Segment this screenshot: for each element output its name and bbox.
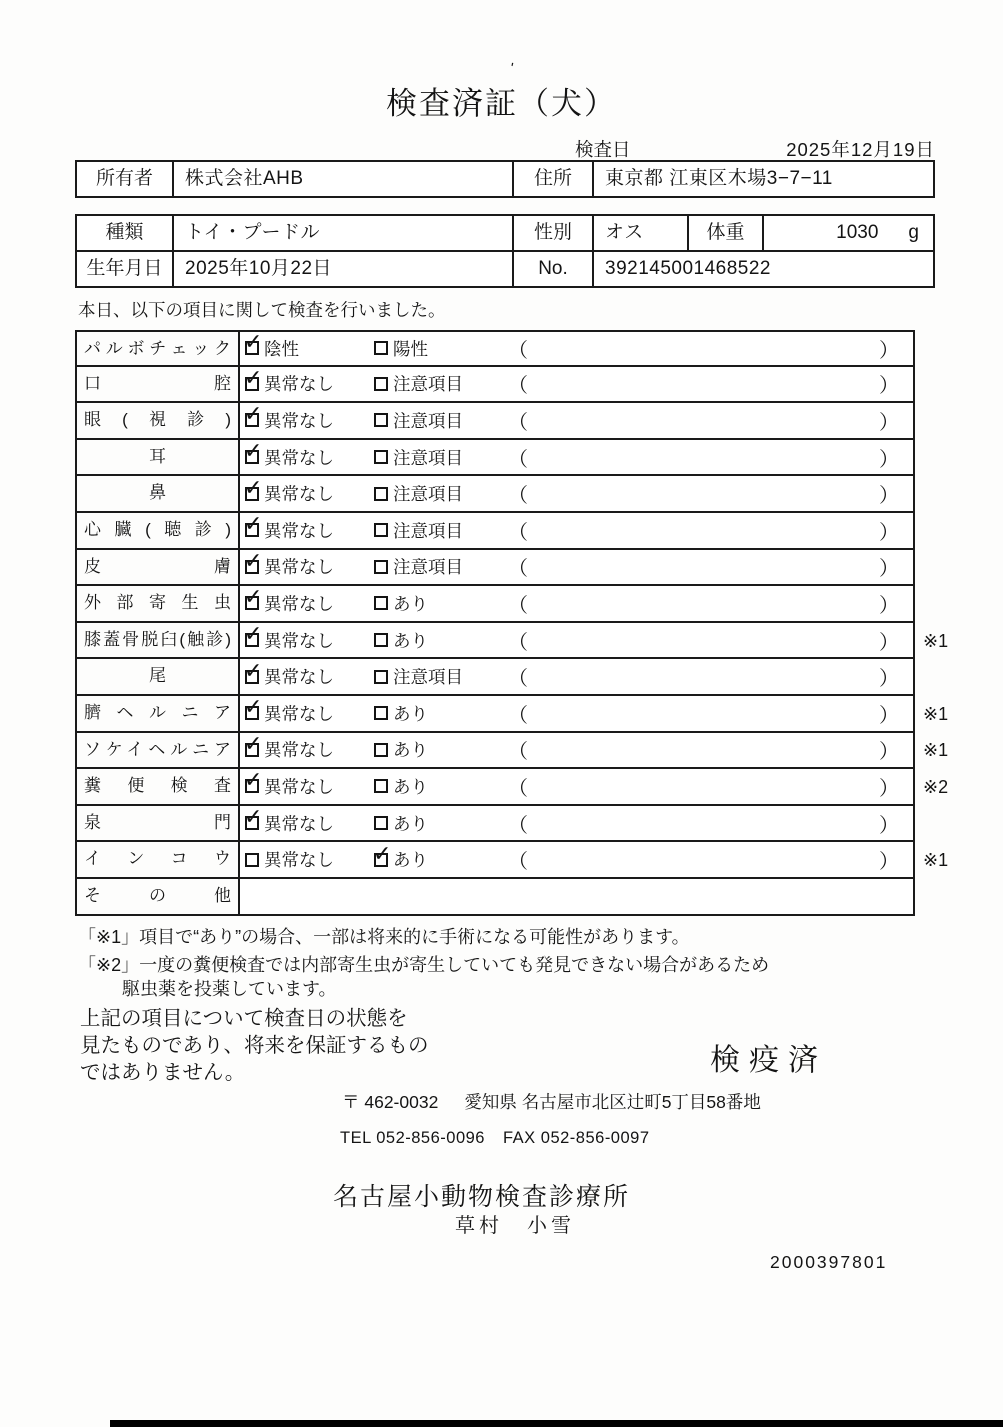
paren-open: （ — [508, 704, 528, 727]
item-options — [240, 476, 915, 513]
birthdate-value: 2025年10月22日 — [172, 252, 512, 286]
option-1 — [245, 440, 334, 475]
checkbox-unchecked-icon — [374, 487, 388, 501]
paren-open: （ — [508, 411, 528, 434]
option-2 — [374, 550, 463, 585]
address-value: 東京都 江東区木場3−7−11 — [592, 162, 933, 196]
checkbox-checked-icon — [245, 670, 259, 684]
option-2-label: 陽性 — [393, 338, 428, 359]
paren-open: （ — [508, 851, 528, 874]
checklist-row — [75, 440, 963, 477]
option-1-label: 異常なし — [264, 484, 334, 505]
option-1 — [245, 696, 334, 731]
item-label: インコウ — [75, 842, 240, 879]
option-1 — [245, 842, 334, 877]
option-2 — [374, 769, 428, 804]
checkbox-unchecked-icon — [374, 413, 388, 427]
checklist-row — [75, 513, 963, 550]
option-2-label: 注意項目 — [393, 520, 463, 541]
item-options — [240, 330, 915, 367]
checkbox-unchecked-icon — [374, 816, 388, 830]
checkbox-unchecked-icon — [374, 779, 388, 793]
paren-close: ） — [879, 814, 899, 837]
number-value: 392145001468522 — [592, 252, 933, 286]
remark-mark: ※1 — [923, 703, 949, 724]
checklist-row — [75, 330, 963, 367]
paren-close: ） — [879, 668, 899, 691]
weight-unit: g — [908, 222, 919, 243]
birthdate-label: 生年月日 — [86, 258, 163, 279]
paren-close: ） — [879, 339, 899, 362]
item-label: パルボチェック — [75, 330, 240, 367]
item-options — [240, 769, 915, 806]
option-1-label: 異常なし — [264, 593, 334, 614]
option-1-label: 異常なし — [264, 667, 334, 688]
item-options — [240, 403, 915, 440]
item-options — [240, 879, 915, 916]
checklist-row — [75, 696, 963, 733]
owner-label: 所有者 — [95, 168, 153, 189]
remark-mark — [915, 586, 963, 623]
option-1 — [245, 476, 334, 511]
paren-open: （ — [508, 521, 528, 544]
option-2 — [374, 476, 463, 511]
checklist-row — [75, 586, 963, 623]
checklist-row — [75, 842, 963, 879]
option-2 — [374, 367, 463, 402]
disclaimer-line-1: 上記の項目について検査日の状態を — [80, 1007, 408, 1030]
checklist-row — [75, 733, 963, 770]
address-label: 住所 — [512, 162, 592, 196]
item-options — [240, 550, 915, 587]
paren-open: （ — [508, 668, 528, 691]
remark-mark: ※1 — [923, 630, 949, 651]
clinic-fax: FAX 052-856-0097 — [503, 1129, 650, 1147]
remark-mark — [915, 330, 963, 367]
item-options — [240, 696, 915, 733]
checklist-row — [75, 769, 963, 806]
option-1-label: 異常なし — [264, 776, 334, 797]
option-2 — [374, 659, 463, 694]
remark-mark — [915, 659, 963, 696]
option-1-label: 陰性 — [264, 338, 299, 359]
remark-mark: ※1 — [923, 850, 949, 871]
item-options — [240, 806, 915, 843]
paren-open: （ — [508, 485, 528, 508]
option-2-label: 注意項目 — [393, 667, 463, 688]
checkbox-checked-icon — [245, 450, 259, 464]
item-options — [240, 440, 915, 477]
checkbox-checked-icon — [245, 596, 259, 610]
option-1 — [245, 769, 334, 804]
checkbox-unchecked-icon — [374, 450, 388, 464]
item-options — [240, 733, 915, 770]
checkbox-checked-icon — [245, 341, 259, 355]
item-options — [240, 623, 915, 660]
option-1 — [245, 623, 334, 658]
pet-table-row2 — [75, 250, 935, 288]
remark-mark — [915, 367, 963, 404]
checklist-row-other — [75, 879, 963, 916]
option-2 — [374, 842, 428, 877]
weight-value-cell — [762, 216, 933, 250]
checkbox-unchecked-icon — [374, 706, 388, 720]
paren-close: ） — [879, 448, 899, 471]
clinic-tel: TEL 052-856-0096 — [340, 1129, 485, 1147]
paren-open: （ — [508, 375, 528, 398]
option-1 — [245, 367, 334, 402]
checkbox-unchecked-icon — [374, 743, 388, 757]
paren-open: （ — [508, 777, 528, 800]
checkbox-unchecked-icon — [374, 670, 388, 684]
checklist-row — [75, 476, 963, 513]
remark-mark — [915, 550, 963, 587]
option-1-label: 異常なし — [264, 410, 334, 431]
option-2 — [374, 806, 428, 841]
sex-label: 性別 — [512, 216, 592, 250]
intro-text: 本日、以下の項目に関して検査を行いました。 — [78, 300, 446, 320]
checkbox-checked-icon — [245, 413, 259, 427]
option-2-label: あり — [393, 593, 428, 614]
remark-mark — [915, 879, 963, 916]
item-label: 心臓(聴診) — [75, 513, 240, 550]
item-options — [240, 513, 915, 550]
inspection-date-label: 検査日 — [575, 139, 631, 160]
option-2-label: あり — [393, 630, 428, 651]
clinic-phone-row — [340, 1129, 650, 1148]
pet-table-row1 — [75, 214, 935, 252]
paren-close: ） — [879, 558, 899, 581]
paren-open: （ — [508, 741, 528, 764]
disclaimer-text — [80, 1005, 429, 1086]
checkbox-unchecked-icon — [374, 377, 388, 391]
option-2 — [374, 586, 428, 621]
checkbox-checked-icon — [245, 487, 259, 501]
item-label: その他 — [75, 879, 240, 916]
item-label: 耳 — [75, 440, 240, 477]
footnote-2: 「※2」一度の糞便検査では内部寄生虫が寄生していても発見できない場合があるため — [78, 955, 770, 975]
option-2 — [374, 440, 463, 475]
checklist-row — [75, 367, 963, 404]
checklist-row — [75, 403, 963, 440]
item-label: 膝蓋骨脱臼(触診) — [75, 623, 240, 660]
paren-open: （ — [508, 558, 528, 581]
option-2-label: 注意項目 — [393, 374, 463, 395]
option-1-label: 異常なし — [264, 374, 334, 395]
checkbox-checked-icon — [245, 816, 259, 830]
owner-table — [75, 160, 935, 198]
option-2 — [374, 513, 463, 548]
remark-mark — [915, 513, 963, 550]
checklist-row — [75, 623, 963, 660]
checklist-row — [75, 550, 963, 587]
paren-close: ） — [879, 741, 899, 764]
paren-open: （ — [508, 594, 528, 617]
sex-value: オス — [592, 216, 687, 250]
clinic-address-row — [342, 1089, 761, 1114]
item-label: ソケイヘルニア — [75, 733, 240, 770]
checkbox-unchecked-icon — [374, 633, 388, 647]
option-1 — [245, 332, 299, 365]
examiner-name: 草村 小雪 — [455, 1215, 575, 1237]
item-label: 泉門 — [75, 806, 240, 843]
option-1-label: 異常なし — [264, 740, 334, 761]
remark-mark: ※1 — [923, 740, 949, 761]
weight-label: 体重 — [687, 216, 762, 250]
item-label: 糞便検査 — [75, 769, 240, 806]
checkbox-unchecked-icon — [374, 523, 388, 537]
option-1 — [245, 806, 334, 841]
item-options — [240, 367, 915, 404]
owner-value: 株式会社AHB — [172, 162, 512, 196]
clinic-name: 名古屋小動物検査診療所 — [333, 1183, 631, 1211]
checkbox-checked-icon — [374, 853, 388, 867]
checkbox-unchecked-icon — [374, 596, 388, 610]
option-1-label: 異常なし — [264, 813, 334, 834]
paren-close: ） — [879, 485, 899, 508]
scan-artifact-mark: ' — [508, 59, 515, 78]
checklist-table — [75, 330, 963, 916]
footnote-2-continued: 駆虫薬を投薬しています。 — [122, 979, 337, 999]
option-2 — [374, 733, 428, 768]
checkbox-checked-icon — [245, 560, 259, 574]
option-2-label: 注意項目 — [393, 484, 463, 505]
disclaimer-line-3: ではありません。 — [80, 1061, 246, 1084]
item-label: 鼻 — [75, 476, 240, 513]
paren-close: ） — [879, 851, 899, 874]
option-1-label: 異常なし — [264, 447, 334, 468]
disclaimer-line-2: 見たものであり、将来を保証するもの — [80, 1034, 429, 1057]
option-1 — [245, 513, 334, 548]
number-label: No. — [512, 252, 592, 286]
scan-black-bar — [110, 1420, 1003, 1427]
checkbox-checked-icon — [245, 377, 259, 391]
option-1-label: 異常なし — [264, 520, 334, 541]
option-2-label: あり — [393, 740, 428, 761]
serial-number: 2000397801 — [770, 1252, 888, 1272]
checkbox-unchecked-icon — [245, 853, 259, 867]
option-2 — [374, 696, 428, 731]
paren-close: ） — [879, 521, 899, 544]
footnote-1: 「※1」項目で“あり”の場合、一部は将来的に手術になる可能性があります。 — [78, 927, 690, 947]
checkbox-checked-icon — [245, 706, 259, 720]
paren-close: ） — [879, 777, 899, 800]
option-2-label: 注意項目 — [393, 557, 463, 578]
checkbox-checked-icon — [245, 633, 259, 647]
option-1 — [245, 586, 334, 621]
option-2-label: 注意項目 — [393, 447, 463, 468]
item-label: 口腔 — [75, 367, 240, 404]
paren-close: ） — [879, 704, 899, 727]
option-2-label: 注意項目 — [393, 410, 463, 431]
checkbox-unchecked-icon — [374, 560, 388, 574]
item-options — [240, 659, 915, 696]
checkbox-checked-icon — [245, 743, 259, 757]
clinic-address: 愛知県 名古屋市北区辻町5丁目58番地 — [464, 1092, 761, 1112]
item-options — [240, 842, 915, 879]
remark-mark: ※2 — [923, 776, 949, 797]
paren-open: （ — [508, 339, 528, 362]
remark-mark — [915, 440, 963, 477]
option-2-label: あり — [393, 850, 428, 871]
item-label: 臍ヘルニア — [75, 696, 240, 733]
item-label: 尾 — [75, 659, 240, 696]
item-options — [240, 586, 915, 623]
postal-code: 〒 462-0032 — [342, 1092, 439, 1112]
breed-value: トイ・プードル — [172, 216, 512, 250]
option-2-label: あり — [393, 703, 428, 724]
quarantine-passed-stamp: 検疫済 — [710, 1044, 827, 1077]
option-1 — [245, 550, 334, 585]
option-2-label: あり — [393, 776, 428, 797]
remark-mark — [915, 403, 963, 440]
paren-close: ） — [879, 631, 899, 654]
option-2-label: あり — [393, 813, 428, 834]
paren-open: （ — [508, 631, 528, 654]
option-1-label: 異常なし — [264, 703, 334, 724]
option-1-label: 異常なし — [264, 850, 334, 871]
item-label: 眼(視診) — [75, 403, 240, 440]
option-2 — [374, 332, 428, 365]
paren-open: （ — [508, 448, 528, 471]
option-1 — [245, 659, 334, 694]
item-label: 外部寄生虫 — [75, 586, 240, 623]
remark-mark — [915, 476, 963, 513]
paren-close: ） — [879, 375, 899, 398]
option-2 — [374, 623, 428, 658]
paren-close: ） — [879, 594, 899, 617]
breed-label: 種類 — [105, 222, 144, 243]
remark-mark — [915, 806, 963, 843]
option-1 — [245, 733, 334, 768]
option-1-label: 異常なし — [264, 630, 334, 651]
weight-value: 1030 — [836, 222, 879, 243]
option-1 — [245, 403, 334, 438]
checklist-row — [75, 806, 963, 843]
checkbox-unchecked-icon — [374, 341, 388, 355]
paren-open: （ — [508, 814, 528, 837]
paren-close: ） — [879, 411, 899, 434]
item-label: 皮膚 — [75, 550, 240, 587]
option-1-label: 異常なし — [264, 557, 334, 578]
checkbox-checked-icon — [245, 779, 259, 793]
option-2 — [374, 403, 463, 438]
checkbox-checked-icon — [245, 523, 259, 537]
inspection-date-value: 2025年12月19日 — [786, 139, 935, 160]
checklist-row — [75, 659, 963, 696]
document-title: 検査済証（犬） — [386, 86, 617, 121]
